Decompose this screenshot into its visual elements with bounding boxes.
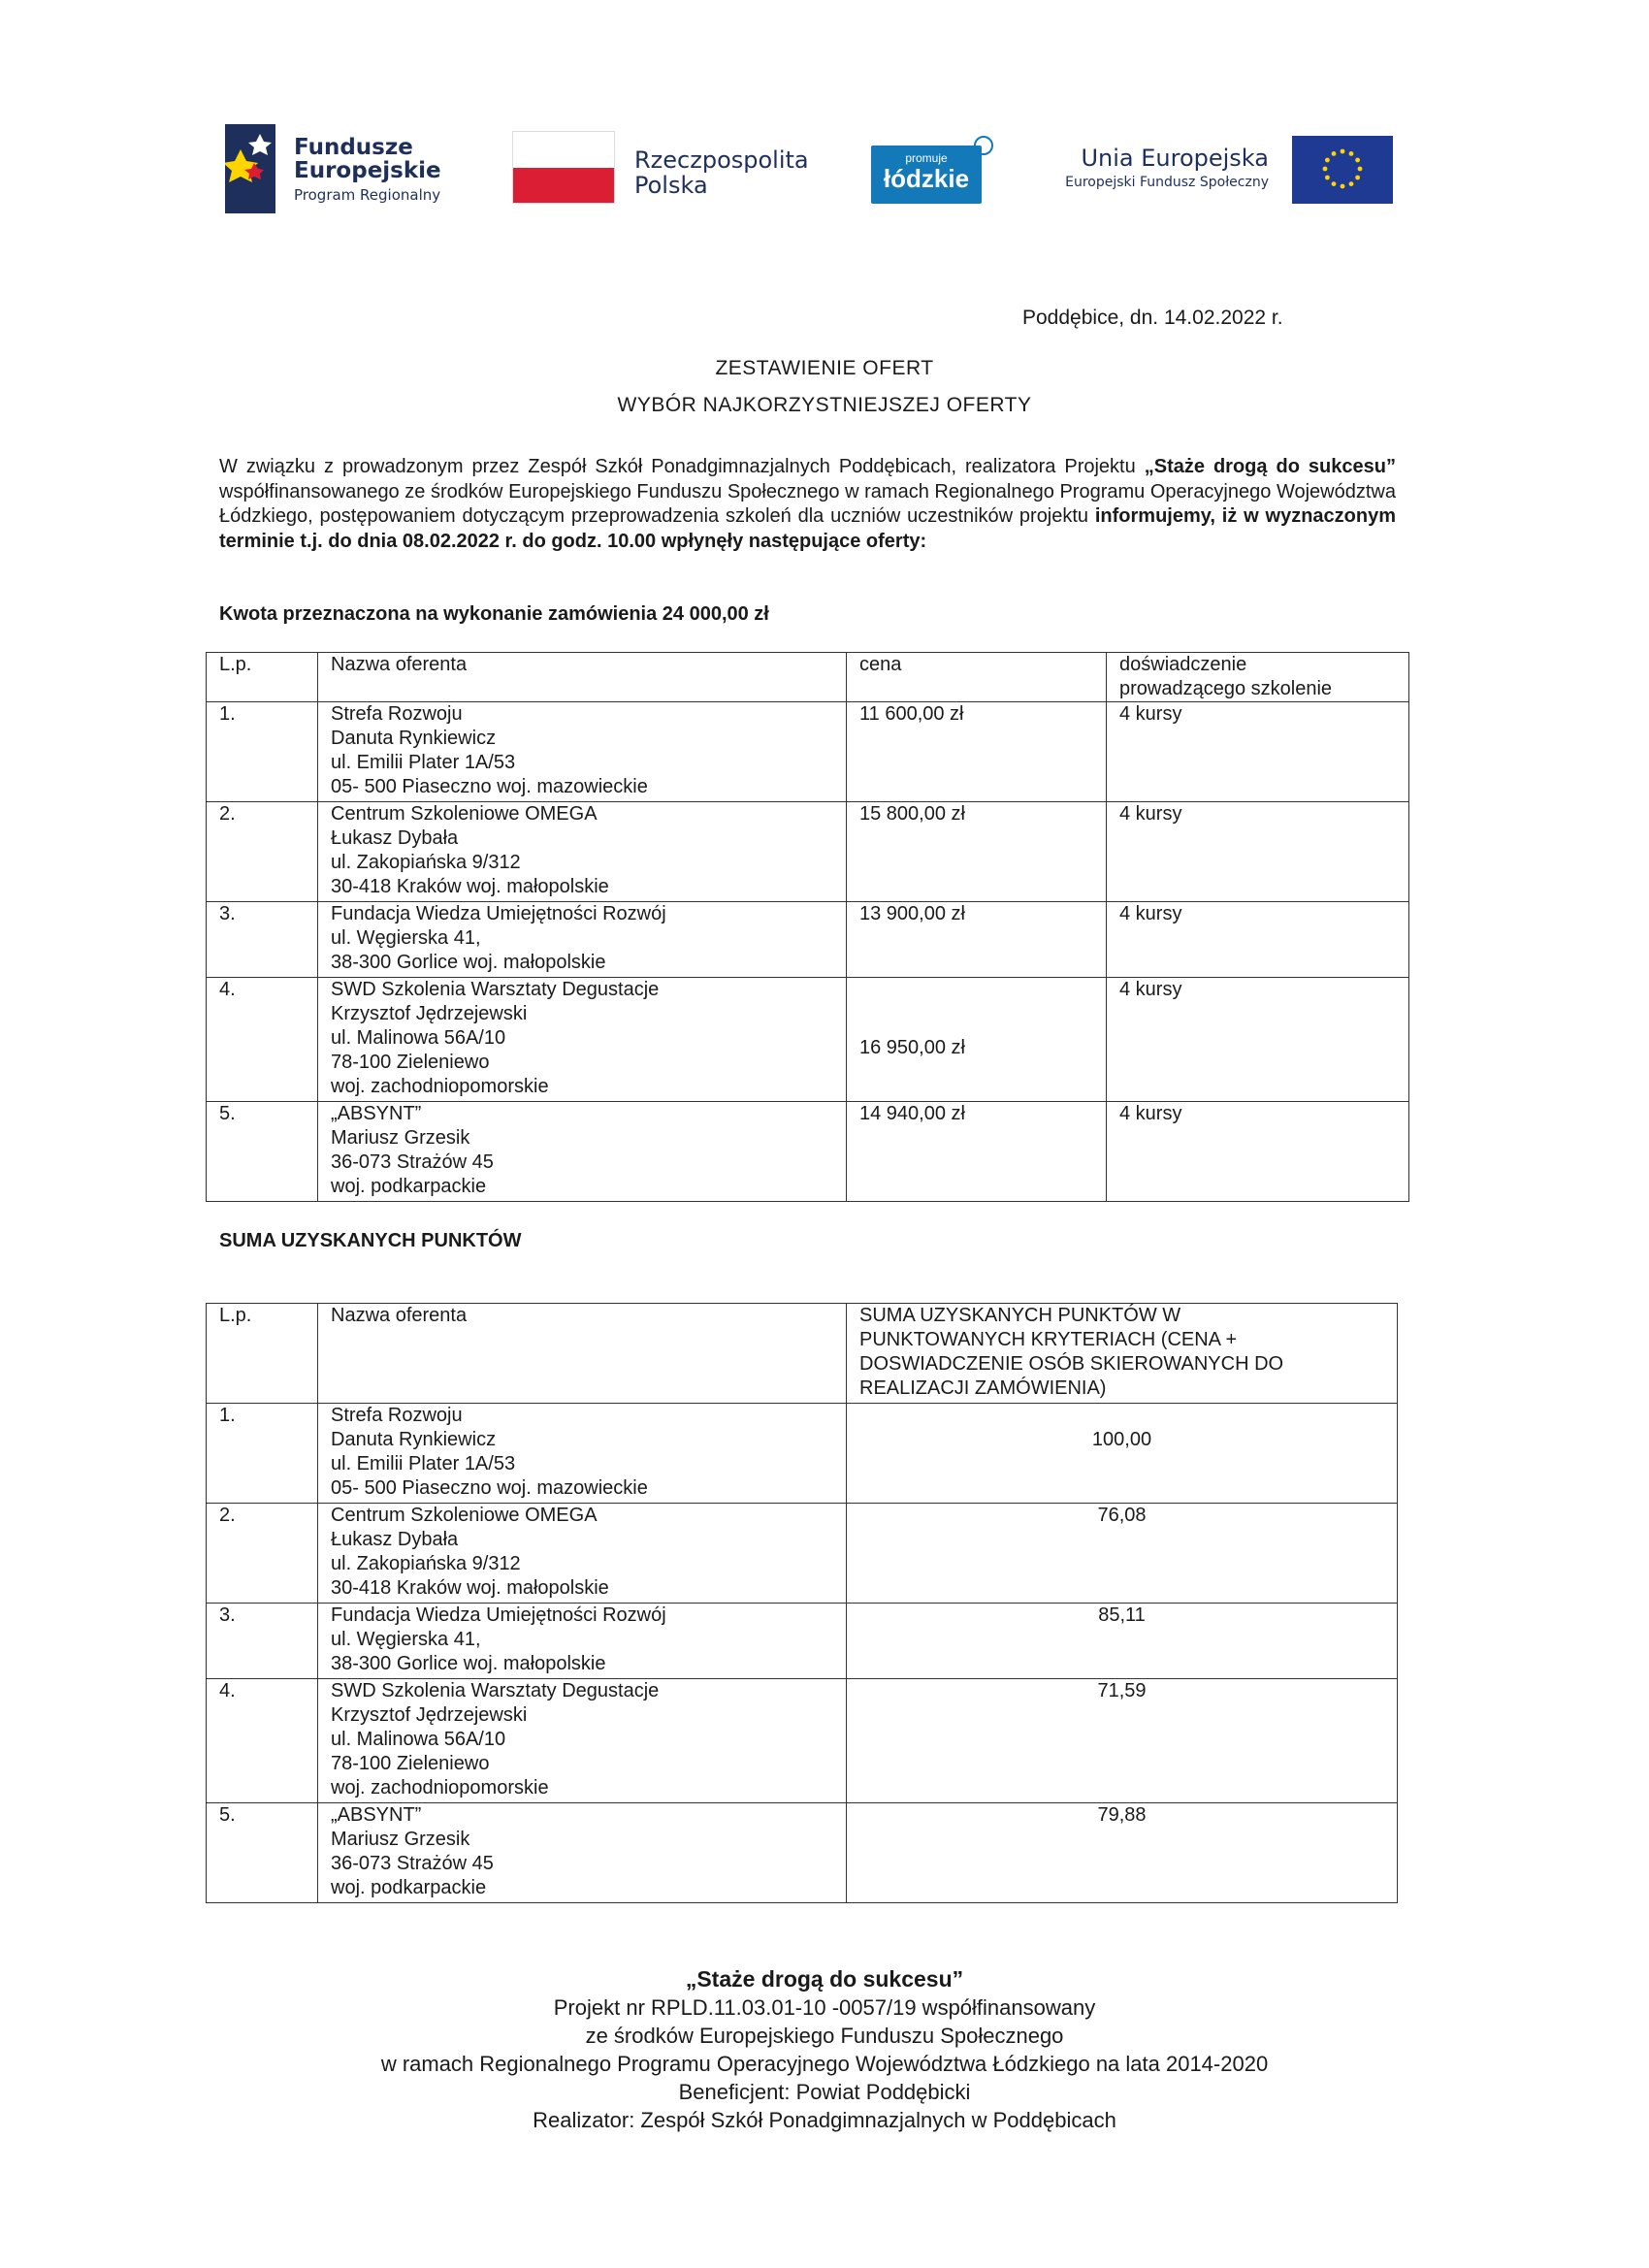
polish-flag (512, 131, 615, 204)
logo-bar (0, 116, 1649, 223)
header-exp-line1: doświadczenie (1119, 654, 1247, 675)
intro-project-name: „Staże drogą do sukcesu” (1144, 456, 1396, 477)
row-experience: 4 kursy (1107, 978, 1409, 1102)
row-experience: 4 kursy (1107, 902, 1409, 978)
row-name-line: ul. Malinowa 56A/10 (331, 1027, 506, 1049)
row-name-line: ul. Węgierska 41, (331, 927, 481, 949)
row-name-line: 36-073 Strażów 45 (331, 1853, 494, 1874)
table-row (207, 902, 1409, 978)
lodzkie-big: łódzkie (883, 164, 970, 193)
header-points (847, 1304, 1398, 1404)
lodzkie-logo (871, 146, 982, 204)
rp-line1: Rzeczpospolita (634, 146, 809, 174)
ue-sub: Europejski Fundusz Społeczny (1065, 175, 1269, 190)
table-row (207, 1404, 1398, 1504)
table-row (207, 1604, 1398, 1679)
row-name-line: Krzysztof Jędrzejewski (331, 1003, 528, 1024)
row-points: 79,88 (847, 1803, 1398, 1903)
header-points-line: SUMA UZYSKANYCH PUNKTÓW W (859, 1305, 1181, 1326)
fe-line3: Program Regionalny (294, 186, 441, 204)
row-name-line: Krzysztof Jędrzejewski (331, 1704, 528, 1726)
row-lp: 4. (207, 978, 318, 1102)
header-points-line: DOSWIADCZENIE OSÓB SKIEROWANYCH DO (859, 1353, 1284, 1375)
row-price: 14 940,00 zł (847, 1102, 1107, 1202)
row-price: 11 600,00 zł (847, 702, 1107, 802)
row-name-line: ul. Zakopiańska 9/312 (331, 1553, 521, 1574)
intro-paragraph (219, 455, 1396, 554)
row-name (318, 902, 847, 978)
row-name (318, 1679, 847, 1803)
row-experience: 4 kursy (1107, 802, 1409, 902)
row-name-line: 78-100 Zieleniewo (331, 1052, 490, 1073)
row-name-line: SWD Szkolenia Warsztaty Degustacje (331, 979, 660, 1000)
header-name: Nazwa oferenta (318, 1304, 847, 1404)
row-name-line: 78-100 Zieleniewo (331, 1753, 490, 1774)
fundusze-europejskie-logo (225, 124, 275, 213)
lodzkie-mark (974, 136, 993, 155)
row-lp: 5. (207, 1803, 318, 1903)
row-name (318, 702, 847, 802)
row-name (318, 1604, 847, 1679)
points-section-title: SUMA UZYSKANYCH PUNKTÓW (219, 1230, 522, 1251)
row-name-line: Strefa Rozwoju (331, 1405, 463, 1426)
row-name-line: 38-300 Gorlice woj. małopolskie (331, 1653, 606, 1674)
row-lp: 5. (207, 1102, 318, 1202)
intro-part4: informujemy, iż w wyznaczonym terminie t.j. do dnia 08.02.2022 r. do godz. 10.00 wpłynęły następujące oferty: (219, 505, 1396, 552)
header-name: Nazwa oferenta (318, 653, 847, 702)
row-name-line: SWD Szkolenia Warsztaty Degustacje (331, 1680, 660, 1701)
row-name-line: 05- 500 Piaseczno woj. mazowieckie (331, 1477, 648, 1499)
row-name-line: Fundacja Wiedza Umiejętności Rozwój (331, 1604, 666, 1626)
rp-line2: Polska (634, 172, 708, 199)
row-name (318, 1504, 847, 1604)
table-row (207, 1679, 1398, 1803)
row-name (318, 1404, 847, 1504)
row-lp: 2. (207, 802, 318, 902)
ue-title: Unia Europejska (1081, 145, 1269, 172)
row-name-line: 36-073 Strażów 45 (331, 1151, 494, 1173)
row-points: 76,08 (847, 1504, 1398, 1604)
row-price: 13 900,00 zł (847, 902, 1107, 978)
row-name-line: 30-418 Kraków woj. małopolskie (331, 1577, 609, 1599)
row-price: 15 800,00 zł (847, 802, 1107, 902)
row-name-line: Danuta Rynkiewicz (331, 728, 497, 749)
lodzkie-small: promuje (905, 151, 948, 165)
row-name-line: „ABSYNT” (331, 1804, 422, 1826)
footer-line: ze środków Europejskiego Funduszu Społecznego (585, 2024, 1064, 2048)
row-name-line: ul. Emilii Plater 1A/53 (331, 752, 516, 773)
header-lp: L.p. (207, 653, 318, 702)
row-name-line: Centrum Szkoleniowe OMEGA (331, 803, 598, 825)
row-name-line: woj. zachodniopomorskie (331, 1076, 549, 1097)
footer-project-title: „Staże drogą do sukcesu” (685, 1966, 964, 1992)
row-name (318, 978, 847, 1102)
row-name-line: 30-418 Kraków woj. małopolskie (331, 876, 609, 897)
table-row (207, 978, 1409, 1102)
table-row (207, 702, 1409, 802)
heading-wybor: WYBÓR NAJKORZYSTNIEJSZEJ OFERTY (617, 394, 1032, 416)
row-name-line: Centrum Szkoleniowe OMEGA (331, 1505, 598, 1526)
row-points (847, 1404, 1398, 1504)
row-name-line: Fundacja Wiedza Umiejętności Rozwój (331, 903, 666, 924)
row-name-line: 38-300 Gorlice woj. małopolskie (331, 952, 606, 973)
table-row (207, 1803, 1398, 1903)
header-points-line: PUNKTOWANYCH KRYTERIACH (CENA + (859, 1329, 1238, 1350)
row-name (318, 1102, 847, 1202)
footer-line: Realizator: Zespół Szkół Ponadgimnazjalnych w Poddębicach (533, 2108, 1116, 2132)
table-row (207, 1504, 1398, 1604)
row-name-line: 05- 500 Piaseczno woj. mazowieckie (331, 776, 648, 797)
row-name (318, 1803, 847, 1903)
row-name-line: Mariusz Grzesik (331, 1829, 470, 1850)
header-lp: L.p. (207, 1304, 318, 1404)
document-date: Poddębice, dn. 14.02.2022 r. (1022, 307, 1283, 329)
points-header-row (207, 1304, 1398, 1404)
offers-header-row (207, 653, 1409, 702)
row-name-line: ul. Węgierska 41, (331, 1629, 481, 1650)
budget-line: Kwota przeznaczona na wykonanie zamówienia 24 000,00 zł (219, 603, 769, 625)
header-exp-line2: prowadzącego szkolenie (1119, 678, 1333, 699)
row-lp: 3. (207, 902, 318, 978)
intro-part3: współfinansowanego ze środków Europejskiego Funduszu Społecznego w ramach Regionalnego Programu Operacyjnego Województwa Łódzkiego, postępowaniem dotyczącym przeprowadzenia szkoleń dla uczniów uczestników projektu (219, 480, 1396, 527)
row-points-value: 100,00 (1091, 1429, 1152, 1450)
row-points: 71,59 (847, 1679, 1398, 1803)
row-lp: 3. (207, 1604, 318, 1679)
rzeczpospolita-text (634, 147, 809, 198)
row-lp: 1. (207, 1404, 318, 1504)
footer-line: w ramach Regionalnego Programu Operacyjnego Województwa Łódzkiego na lata 2014-2020 (380, 2052, 1269, 2076)
row-price-value: 16 950,00 zł (859, 1037, 965, 1058)
row-lp: 2. (207, 1504, 318, 1604)
row-lp: 1. (207, 702, 318, 802)
fe-line2: Europejskie (294, 158, 441, 183)
row-name-line: ul. Emilii Plater 1A/53 (331, 1453, 516, 1474)
eu-flag (1292, 136, 1393, 204)
row-name-line: woj. podkarpackie (331, 1176, 487, 1197)
footer-line: Projekt nr RPLD.11.03.01-10 -0057/19 współfinansowany (553, 1995, 1096, 2020)
header-price: cena (847, 653, 1107, 702)
row-name-line: woj. zachodniopomorskie (331, 1777, 549, 1798)
row-lp: 4. (207, 1679, 318, 1803)
offers-table (206, 652, 1409, 1202)
row-name (318, 802, 847, 902)
fundusze-europejskie-text (294, 136, 441, 204)
row-name-line: „ABSYNT” (331, 1103, 422, 1124)
row-name-line: Strefa Rozwoju (331, 703, 463, 725)
points-table (206, 1303, 1398, 1903)
footer-line: Beneficjent: Powiat Poddębicki (678, 2080, 971, 2104)
table-row (207, 1102, 1409, 1202)
row-points: 85,11 (847, 1604, 1398, 1679)
row-experience: 4 kursy (1107, 1102, 1409, 1202)
row-price (847, 978, 1107, 1102)
unia-europejska-text (1057, 146, 1269, 190)
row-name-line: Mariusz Grzesik (331, 1127, 470, 1149)
table-row (207, 802, 1409, 902)
heading-zestawienie: ZESTAWIENIE OFERT (715, 357, 934, 379)
header-experience (1107, 653, 1409, 702)
header-points-line: REALIZACJI ZAMÓWIENIA) (859, 1377, 1107, 1399)
row-name-line: Łukasz Dybała (331, 827, 459, 849)
row-name-line: woj. podkarpackie (331, 1877, 487, 1898)
row-experience: 4 kursy (1107, 702, 1409, 802)
row-name-line: Danuta Rynkiewicz (331, 1429, 497, 1450)
row-name-line: Łukasz Dybała (331, 1529, 459, 1550)
row-name-line: ul. Malinowa 56A/10 (331, 1729, 506, 1750)
row-name-line: ul. Zakopiańska 9/312 (331, 852, 521, 873)
fe-line1: Fundusze (294, 135, 413, 160)
intro-part1: W związku z prowadzonym przez Zespół Szkół Ponadgimnazjalnych Poddębicach, realizatora Projektu (219, 456, 1145, 477)
footer (0, 1965, 1649, 2134)
